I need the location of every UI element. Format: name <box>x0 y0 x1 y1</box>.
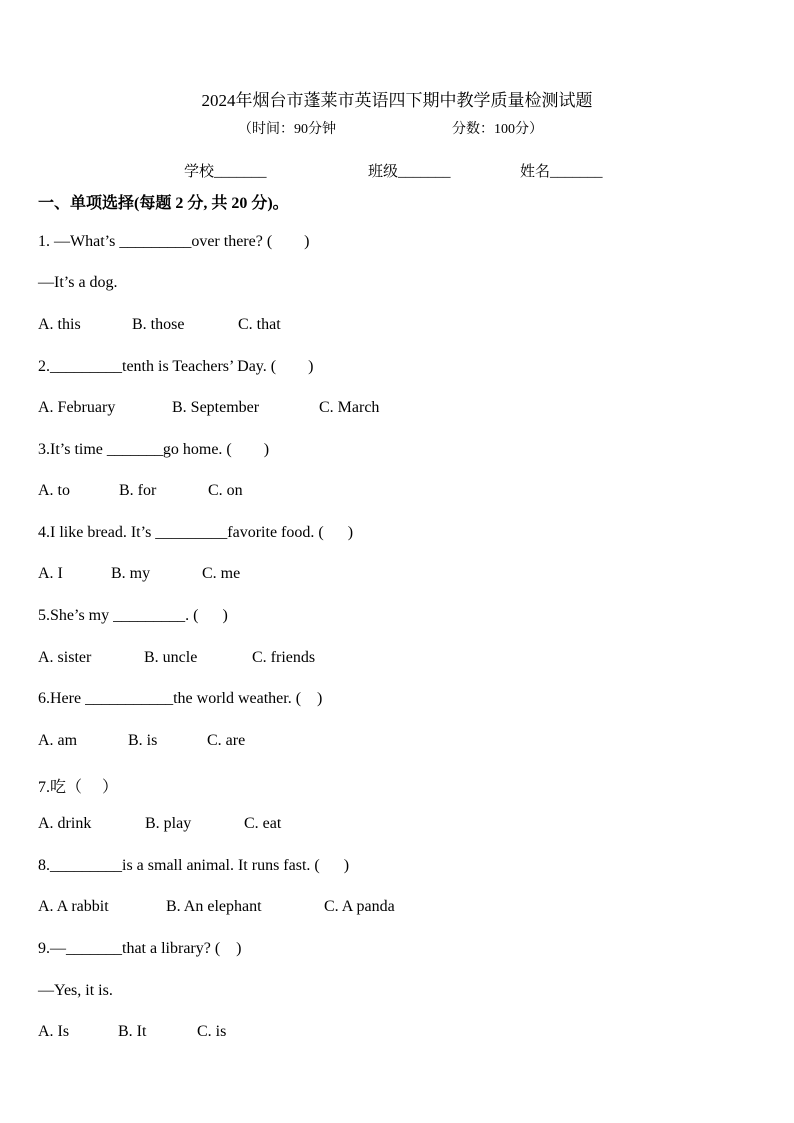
name-field: 姓名_______ <box>520 164 603 180</box>
option: B. is <box>128 732 158 749</box>
option: A. to <box>38 482 70 499</box>
option: C. are <box>207 732 246 749</box>
option: C. me <box>202 565 241 582</box>
option: B. those <box>132 316 185 333</box>
school-field: 学校_______ <box>184 164 267 180</box>
option: A. February <box>38 399 116 416</box>
option: B. play <box>145 815 192 832</box>
option: C. is <box>197 1023 227 1040</box>
section-title: 一、单项选择(每题 2 分, 共 20 分)。 <box>38 195 289 212</box>
exam-score: 分数：100分） <box>452 122 543 137</box>
option: B. for <box>119 482 157 499</box>
question-extra: —Yes, it is. <box>38 982 113 999</box>
option: C. eat <box>244 815 282 832</box>
question-stem: 2._________tenth is Teachers’ Day. ( ) <box>38 358 314 375</box>
question-stem: 6.Here ___________the world weather. ( ) <box>38 690 323 707</box>
option: B. An elephant <box>166 898 262 915</box>
option: C. March <box>319 399 380 416</box>
option: A. Is <box>38 1023 70 1040</box>
question-stem: 4.I like bread. It’s _________favorite food. ( ) <box>38 524 354 541</box>
question-extra: —It’s a dog. <box>38 274 118 291</box>
exam-time: （时间：90分钟 <box>238 122 336 137</box>
question-stem: 7.吃（ ） <box>38 779 119 796</box>
option: A. drink <box>38 815 92 832</box>
question-stem: 1. —What’s _________over there? ( ) <box>38 233 310 250</box>
option: A. am <box>38 732 78 749</box>
option: B. uncle <box>144 649 198 666</box>
exam-title: 2024年烟台市蓬莱市英语四下期中教学质量检测试题 <box>201 91 593 110</box>
class-field: 班级_______ <box>368 164 451 180</box>
option: B. It <box>118 1023 147 1040</box>
option: C. on <box>208 482 243 499</box>
option: A. this <box>38 316 81 333</box>
option: C. that <box>238 316 281 333</box>
question-stem: 9.—_______that a library? ( ) <box>38 940 242 957</box>
option: C. friends <box>252 649 316 666</box>
option: A. sister <box>38 649 92 666</box>
option: B. September <box>172 399 260 416</box>
option: A. A rabbit <box>38 898 109 915</box>
option: C. A panda <box>324 898 395 915</box>
option: B. my <box>111 565 151 582</box>
question-stem: 8._________is a small animal. It runs fast. ( ) <box>38 857 350 874</box>
question-stem: 3.It’s time _______go home. ( ) <box>38 441 270 458</box>
option: A. I <box>38 565 63 582</box>
question-stem: 5.She’s my _________. ( ) <box>38 607 228 624</box>
